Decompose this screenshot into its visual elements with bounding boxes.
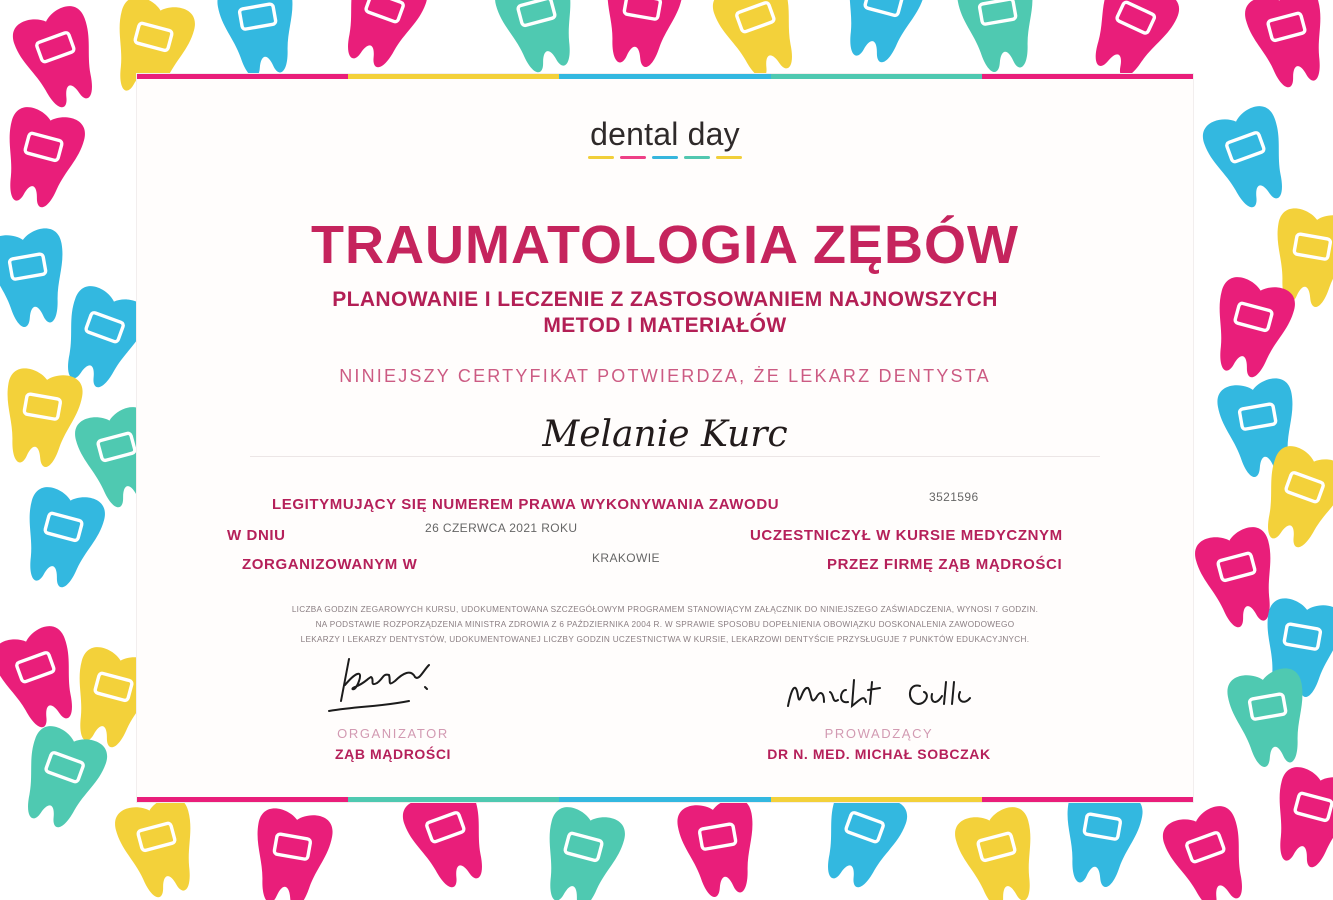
logo-dash: [716, 156, 742, 159]
logo-dash: [620, 156, 646, 159]
certificate-subtitle: [137, 287, 1193, 339]
course-participation-label: UCZESTNICZYŁ W KURSIE MEDYCZNYM: [750, 527, 1063, 544]
confirmation-text: NINIEJSZY CERTYFIKAT POTWIERDZA, ŻE LEKARZ DENTYSTA: [339, 366, 991, 386]
lecturer-name: DR N. MED. MICHAŁ SOBCZAK: [767, 746, 991, 762]
course-date: 26 CZERWCA 2021 ROKU: [425, 521, 578, 535]
fine-print-line-3: LEKARZY I LEKARZY DENTYSTÓW, UDOKUMENTOWANEJ LICZBY GODZIN UCZESTNICTWA W KURSIE, LEKARZOWI DENTYŚCIE PRZYSŁUGUJE 7 PUNKTÓW EDUKACYJNYCH.: [300, 635, 1030, 644]
tooth-icon: [0, 366, 85, 471]
place-label: ZORGANIZOWANYM W: [242, 556, 418, 573]
logo-dash: [652, 156, 678, 159]
organizer-name: ZĄB MĄDROŚCI: [334, 746, 452, 762]
fine-print: [207, 602, 1123, 647]
lecturer-signature: [780, 672, 990, 722]
tooth-icon: [951, 803, 1048, 900]
tooth-icon: [12, 483, 109, 593]
license-number: 3521596: [929, 490, 979, 504]
fine-print-line-1: LICZBA GODZIN ZEGAROWYCH KURSU, UDOKUMENTOWANA SZCZEGÓŁOWYM PROGRAMEM STANOWIĄCYM ZAŁĄCZNIK DO NINIEJSZEGO ZAŚWIADCZENIA, WYNOSI 7 GODZIN.: [291, 605, 1039, 614]
tooth-icon: [832, 0, 929, 68]
tooth-icon: [708, 0, 810, 85]
logo-dash: [684, 156, 710, 159]
dental-day-logo: dental day: [590, 116, 740, 152]
tooth-icon: [245, 806, 335, 900]
name-underline: [250, 456, 1100, 457]
tooth-icon: [955, 0, 1045, 76]
organizer-company-label: PRZEZ FIRMĘ ZĄB MĄDROŚCI: [827, 556, 1063, 573]
organizer-signature: [319, 651, 449, 721]
tooth-icon: [1202, 273, 1299, 383]
certificate-title: TRAUMATOLOGIA ZĘBÓW: [311, 215, 1019, 275]
tooth-icon: [1198, 102, 1300, 216]
bottom-color-stripe: [137, 797, 1193, 802]
subtitle-line-1: PLANOWANIE I LECZENIE Z ZASTOSOWANIEM NAJNOWSZYCH: [332, 288, 998, 311]
tooth-icon: [8, 2, 110, 116]
tooth-icon: [111, 793, 208, 900]
recipient-name: Melanie Kurc: [542, 414, 788, 455]
tooth-icon: [0, 103, 89, 213]
tooth-icon: [9, 722, 111, 836]
tooth-icon: [595, 0, 685, 71]
lecturer-role: PROWADZĄCY: [824, 726, 934, 741]
fine-print-line-2: NA PODSTAWIE ROZPORZĄDZENIA MINISTRA ZDROWIA Z 6 PAŹDZIERNIKA 2004 R. W SPRAWIE SPOSOBU DOPEŁNIENIA OBOWIĄZKU DOSKONALENIA ZAWODOWEGO: [315, 620, 1015, 629]
tooth-icon: [1158, 802, 1260, 900]
certificate-panel: [137, 74, 1193, 802]
organizer-role: ORGANIZATOR: [337, 726, 449, 741]
course-city: KRAKOWIE: [592, 551, 660, 565]
subtitle-line-2: METOD I MATERIAŁÓW: [543, 314, 787, 337]
tooth-icon: [0, 622, 91, 736]
tooth-icon: [1241, 0, 1333, 93]
tooth-icon: [675, 796, 765, 900]
tooth-icon: [215, 0, 305, 81]
tooth-icon: [532, 803, 629, 900]
tooth-icon: [491, 0, 588, 78]
tooth-icon: [1262, 763, 1333, 873]
tooth-icon: [0, 226, 75, 331]
logo-dash: [588, 156, 614, 159]
top-color-stripe: [137, 74, 1193, 79]
tooth-icon: [329, 0, 431, 75]
date-label: W DNIU: [227, 527, 286, 544]
license-label: LEGITYMUJĄCY SIĘ NUMEREM PRAWA WYKONYWANIA ZAWODU: [272, 496, 780, 513]
logo-color-dashes: [137, 156, 1193, 159]
